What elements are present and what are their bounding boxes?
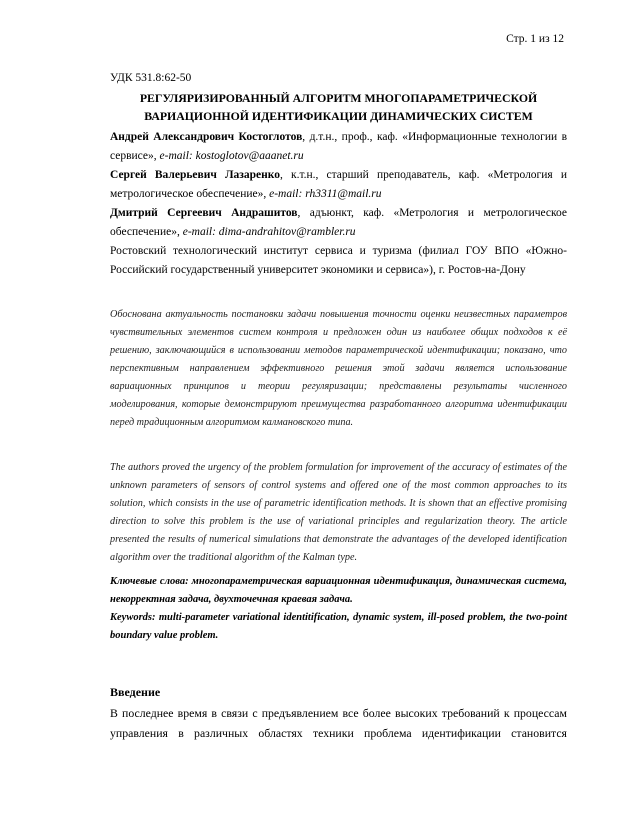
author-1-email: e-mail: kostoglotov@aaanet.ru <box>159 150 304 162</box>
paper-title <box>110 89 567 125</box>
author-2 <box>110 166 567 204</box>
title-line-2: ВАРИАЦИОННОЙ ИДЕНТИФИКАЦИИ ДИНАМИЧЕСКИХ СИСТЕМ <box>144 109 533 123</box>
author-3-name: Дмитрий Сергеевич Андрашитов <box>110 207 298 219</box>
section-heading-introduction: Введение <box>110 685 161 699</box>
author-2-affiliation: , к.т.н., старший преподаватель, каф. «Метрология и метрологическое обеспечение», <box>110 169 567 200</box>
author-2-name: Сергей Валерьевич Лазаренко <box>110 169 281 181</box>
author-3-email: e-mail: dima-andrahitov@rambler.ru <box>182 226 356 238</box>
author-1 <box>110 128 567 166</box>
keywords-english: Keywords: multi-parameter variational identitification, dynamic system, ill-posed problem, the two-point boundary value problem. <box>110 612 567 641</box>
introduction-paragraph: В последнее время в связи с предъявлением все более высоких требований к процессам управления в различных областях техники проблема идентификации становится <box>110 706 567 740</box>
institution: Ростовский технологический институт сервиса и туризма (филиал ГОУ ВПО «Южно-Российский государственный университет экономики и сервиса»), г. Ростов-на-Дону <box>110 245 567 276</box>
author-2-email: e-mail: rh3311@mail.ru <box>269 188 382 200</box>
page-number: Стр. 1 из 12 <box>506 33 564 45</box>
abstract-english: The authors proved the urgency of the problem formulation for improvement of the accuracy of estimates of the unknown parameters of sensors of control systems and offered one of the most common approaches to its solution, which consists in the use of parametric identification methods. It is shown that an effective promising direction to solve this problem is the use of variational principles and regularization theory. The article presented the results of numerical simulations that demonstrate the advantages of the developed identification algorithm over the traditional algorithm of the Kalman type. <box>110 462 567 563</box>
keywords-block <box>110 573 567 645</box>
author-3-affiliation: , адъюнкт, каф. «Метрология и метрологическое обеспечение», <box>110 207 567 238</box>
title-line-1: РЕГУЛЯРИЗИРОВАННЫЙ АЛГОРИТМ МНОГОПАРАМЕТРИЧЕСКОЙ <box>139 91 538 105</box>
author-3 <box>110 204 567 242</box>
author-1-affiliation: , д.т.н., проф., каф. «Информационные технологии в сервисе», <box>110 131 568 162</box>
author-1-name: Андрей Александрович Костоглотов <box>110 131 303 143</box>
author-block <box>110 128 567 280</box>
keywords-russian: Ключевые слова: многопараметрическая вариационная идентификация, динамическая система, некорректная задача, двухточечная краевая задача. <box>110 576 567 605</box>
udc-code: УДК 531.8:62-50 <box>110 72 192 84</box>
abstract-russian: Обоснована актуальность постановки задачи повышения точности оценки неизвестных параметров чувствительных элементов систем контроля и предложен один из наиболее общих подходов к её решению, заключающийся в использовании методов параметрической идентификации; показано, что перспективным направлением эффективного решения этой задачи является использование вариационных принципов и теории регуляризации; представлены результаты численного моделирования, которые демонстрируют преимущества разработанного алгоритма идентификации перед традиционным алгоритмом калмановского типа. <box>110 309 567 428</box>
